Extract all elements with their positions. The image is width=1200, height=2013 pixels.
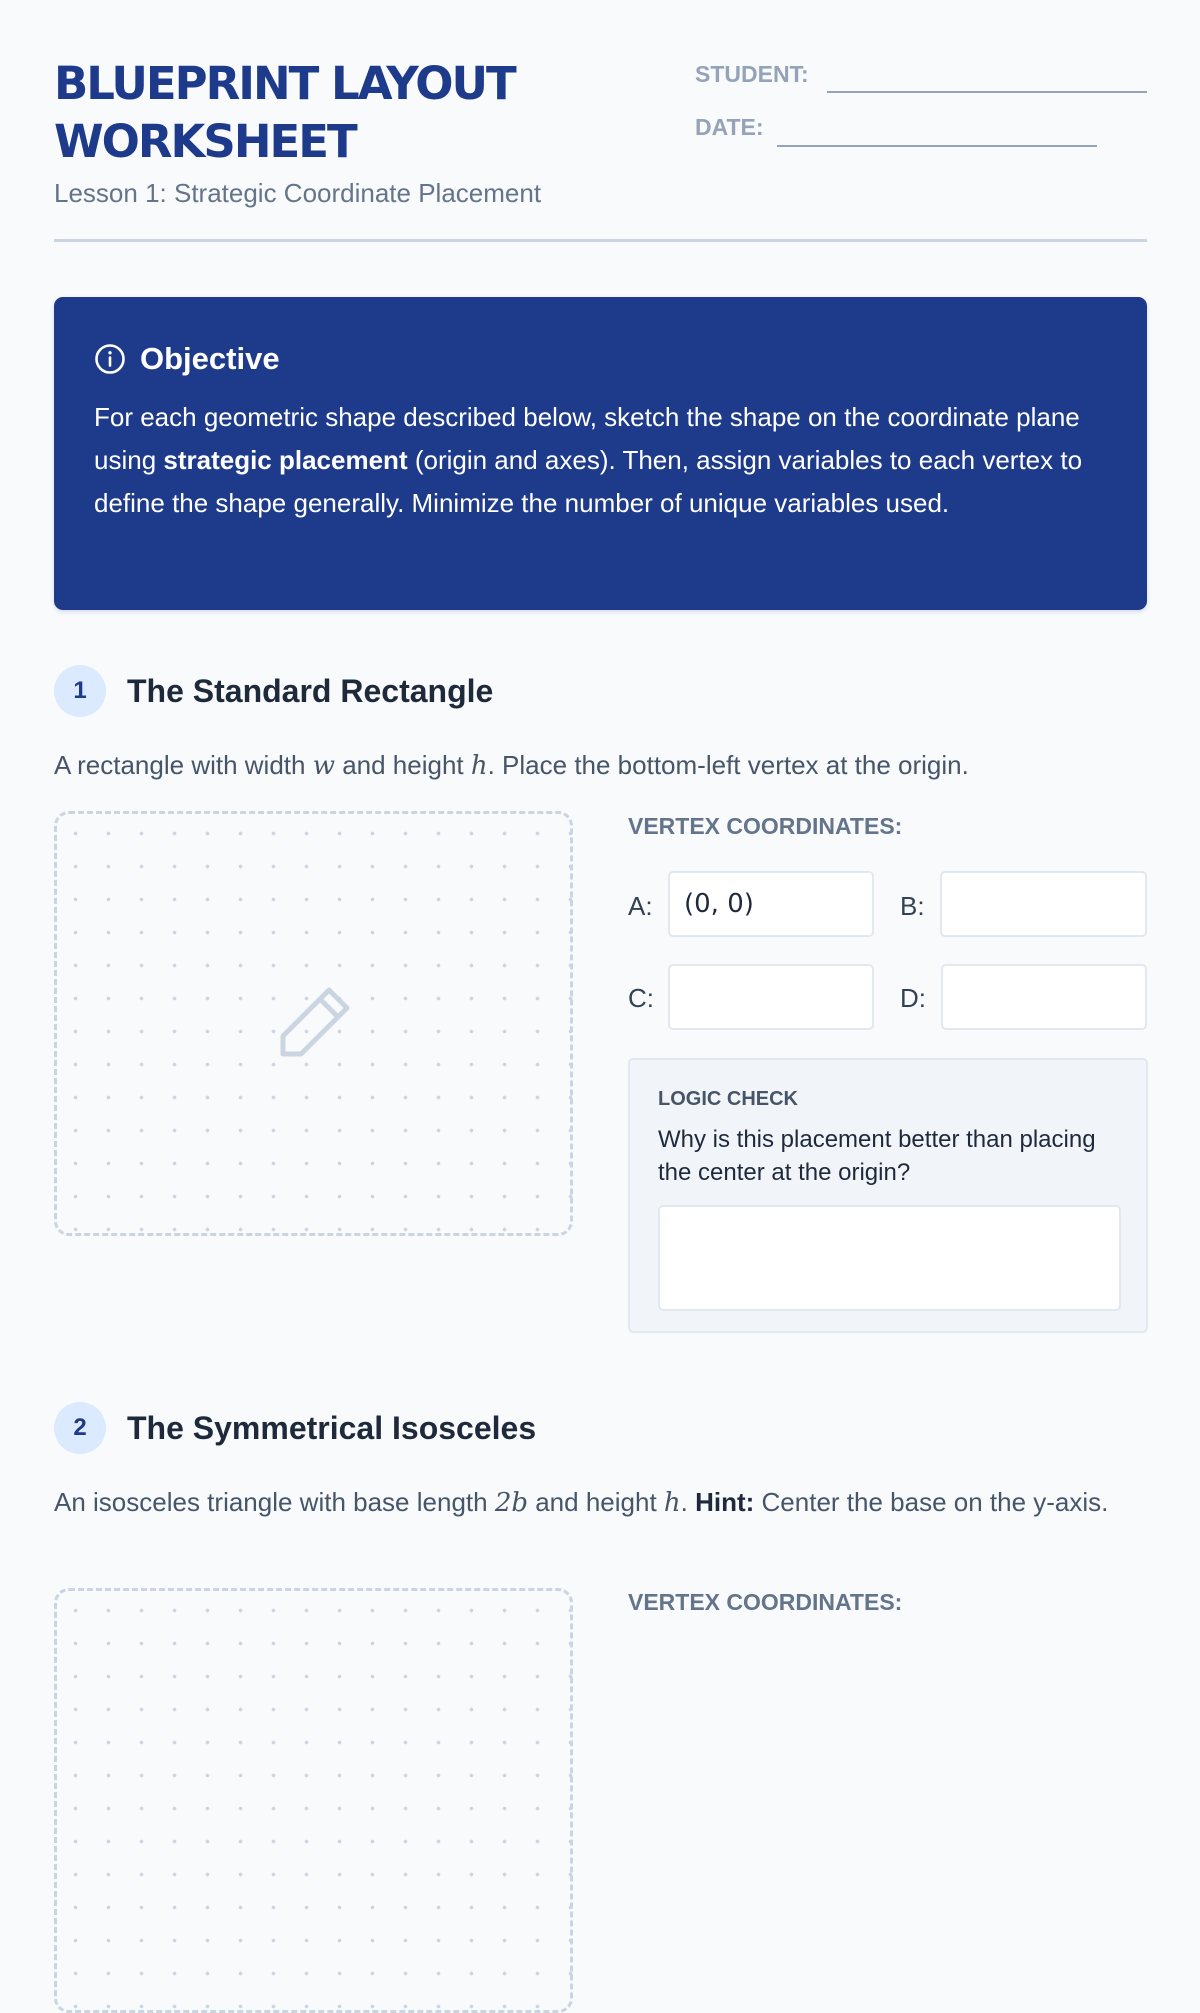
hint-label: Hint: <box>695 1487 755 1517</box>
vertex-coordinates-label: VERTEX COORDINATES: <box>628 813 903 839</box>
problem-1-header <box>54 665 493 717</box>
description-text: . <box>680 1487 696 1517</box>
problem-1-description <box>54 745 1147 786</box>
logic-check-question: Why is this placement better than placing the center at the origin? <box>658 1126 1096 1186</box>
pencil-icon <box>277 984 353 1060</box>
problem-title: The Standard Rectangle <box>127 672 494 709</box>
page-subtitle: Lesson 1: Strategic Coordinate Placement <box>54 178 542 208</box>
objective-header <box>94 337 1107 381</box>
objective-text <box>94 396 1107 525</box>
student-label: STUDENT: <box>695 61 809 87</box>
description-text: An isosceles triangle with base length <box>54 1487 495 1517</box>
sketch-area[interactable] <box>54 1588 573 2013</box>
description-text: and height <box>334 750 471 780</box>
problem-2-header <box>54 1402 536 1454</box>
logic-check-heading: LOGIC CHECK <box>658 1088 798 1110</box>
problem-title: The Symmetrical Isosceles <box>127 1409 537 1446</box>
objective-text-bold: strategic placement <box>163 445 408 475</box>
variable: h <box>470 751 488 781</box>
student-name-field[interactable] <box>827 91 1147 93</box>
description-text: Center the base on the y-axis. <box>754 1487 1109 1517</box>
problem-number-badge: 1 <box>54 665 106 717</box>
worksheet-page <box>54 0 1147 1615</box>
description-text: . Place the bottom-left vertex at the origin. <box>487 750 969 780</box>
vertex-a-label: A: <box>628 891 653 921</box>
vertex-b-label: B: <box>900 891 925 921</box>
objective-title: Objective <box>140 341 280 376</box>
vertex-c-input[interactable] <box>668 964 874 1030</box>
info-icon <box>94 343 126 375</box>
logic-check-panel <box>628 1058 1148 1333</box>
vertex-d-label: D: <box>900 983 926 1013</box>
variable: w <box>312 751 335 781</box>
problem-number-badge: 2 <box>54 1402 106 1454</box>
vertex-a-input[interactable]: (0, 0) <box>668 871 874 937</box>
logic-check-answer-box[interactable] <box>658 1205 1121 1311</box>
variable: h <box>663 1488 681 1518</box>
sketch-area[interactable] <box>54 811 573 1236</box>
objective-panel <box>54 297 1147 610</box>
variable: 2b <box>494 1488 528 1518</box>
date-label: DATE: <box>695 114 764 140</box>
worksheet-header <box>54 0 1147 242</box>
date-field[interactable] <box>777 145 1097 147</box>
description-text: and height <box>528 1487 664 1517</box>
description-text: A rectangle with width <box>54 750 313 780</box>
vertex-b-input[interactable] <box>940 871 1147 937</box>
page-title: BLUEPRINT LAYOUT WORKSHEET <box>54 57 515 168</box>
vertex-coordinates-label: VERTEX COORDINATES: <box>628 1589 903 1615</box>
vertex-d-input[interactable] <box>941 964 1147 1030</box>
vertex-c-label: C: <box>628 983 654 1013</box>
objective-text-part: For each geometric shape described below, sketch the shape on the coordinate plane using <box>94 402 1080 475</box>
objective-text-part: (origin and axes). Then, assign variables to each vertex to define the shape generally. Minimize the number of unique variables used. <box>94 445 1083 518</box>
problem-2-description <box>54 1482 1147 1523</box>
